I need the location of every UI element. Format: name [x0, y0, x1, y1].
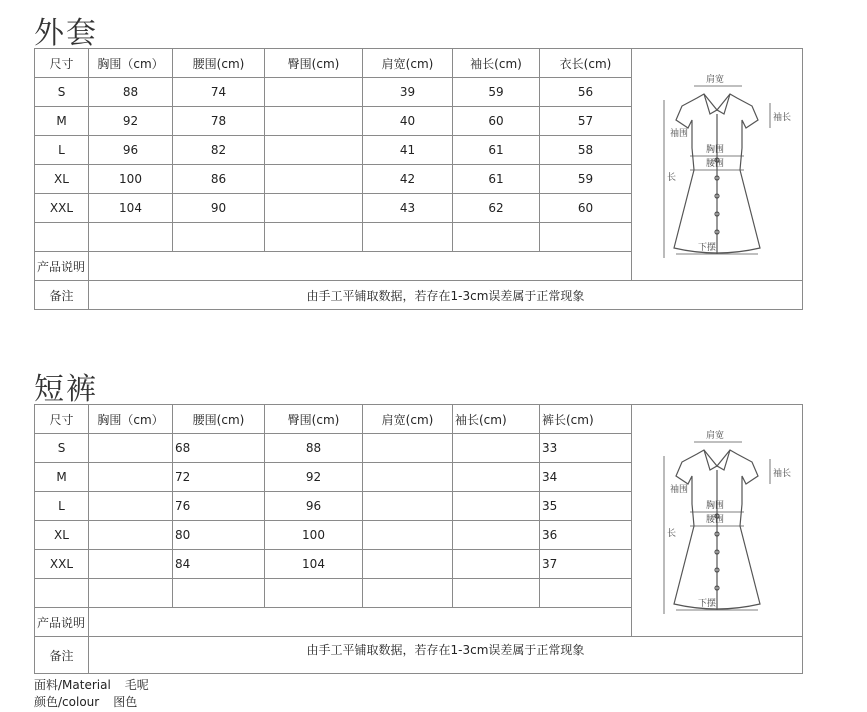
- note-row: [35, 637, 803, 674]
- table-cell: [363, 550, 453, 579]
- table-cell: [89, 223, 173, 252]
- table-cell: S: [35, 434, 89, 463]
- table-cell: [363, 434, 453, 463]
- diagram-label-length: 长: [667, 173, 677, 183]
- diagram-label-chest: 胸围: [706, 145, 725, 155]
- product-description-label: 产品说明: [35, 608, 89, 637]
- table-cell: 42: [363, 165, 453, 194]
- header-cell: 尺寸: [35, 405, 89, 434]
- material-label: 面料/Material: [34, 678, 111, 692]
- header-cell: 肩宽(cm): [363, 405, 453, 434]
- table-cell: 34: [540, 463, 632, 492]
- table-cell: 92: [89, 107, 173, 136]
- table-cell: 104: [265, 550, 363, 579]
- header-cell: 尺寸: [35, 49, 89, 78]
- header-cell: 臀围(cm): [265, 49, 363, 78]
- table-cell: XXL: [35, 194, 89, 223]
- header-cell: 腰围(cm): [173, 49, 265, 78]
- product-description-value: [89, 252, 632, 281]
- table-cell: [265, 223, 363, 252]
- header-cell: 裤长(cm): [540, 405, 632, 434]
- table-cell: [89, 434, 173, 463]
- table-cell: [363, 463, 453, 492]
- table-cell: [173, 223, 265, 252]
- product-description-label: 产品说明: [35, 252, 89, 281]
- header-cell: 袖长(cm): [453, 405, 540, 434]
- note-row: [35, 281, 803, 310]
- table-cell: L: [35, 136, 89, 165]
- table-cell: 86: [173, 165, 265, 194]
- table-cell: 62: [453, 194, 540, 223]
- diagram-label-chest: 胸围: [706, 501, 725, 511]
- table-cell: 100: [89, 165, 173, 194]
- table-cell: [89, 579, 173, 608]
- diagram-label-shoulder: 肩宽: [706, 75, 725, 85]
- table-cell: 68: [173, 434, 265, 463]
- table-cell: 39: [363, 78, 453, 107]
- table-cell: [89, 550, 173, 579]
- note-label: 备注: [35, 281, 89, 310]
- table-cell: 60: [540, 194, 632, 223]
- table-cell: [453, 579, 540, 608]
- table-cell: 59: [453, 78, 540, 107]
- table-cell: 88: [265, 434, 363, 463]
- table-cell: [265, 165, 363, 194]
- table-cell: [540, 579, 632, 608]
- table-cell: 82: [173, 136, 265, 165]
- header-cell: 胸围（cm）: [89, 405, 173, 434]
- table-cell: 58: [540, 136, 632, 165]
- table-cell: [540, 223, 632, 252]
- table-cell: [265, 107, 363, 136]
- table-cell: [363, 223, 453, 252]
- table-cell: [265, 136, 363, 165]
- garment-diagram-cell: [632, 49, 803, 281]
- header-cell: 衣长(cm): [540, 49, 632, 78]
- table-cell: XL: [35, 165, 89, 194]
- table-cell: 96: [89, 136, 173, 165]
- jacket-size-table: [34, 48, 803, 310]
- table-cell: 61: [453, 136, 540, 165]
- header-cell: 臀围(cm): [265, 405, 363, 434]
- table-cell: L: [35, 492, 89, 521]
- table-cell: [173, 579, 265, 608]
- table-cell: [265, 194, 363, 223]
- garment-diagram-cell: [632, 405, 803, 637]
- table-cell: 80: [173, 521, 265, 550]
- note-value: 由手工平铺取数据，若存在1-3cm误差属于正常现象: [89, 637, 803, 674]
- table-cell: [453, 223, 540, 252]
- table-cell: [453, 521, 540, 550]
- table-cell: 33: [540, 434, 632, 463]
- table-cell: [363, 579, 453, 608]
- table-cell: 61: [453, 165, 540, 194]
- table-cell: 78: [173, 107, 265, 136]
- diagram-label-waist: 腰围: [706, 159, 725, 169]
- table-cell: [453, 434, 540, 463]
- header-cell: 袖长(cm): [453, 49, 540, 78]
- diagram-label-cuff: 袖围: [670, 485, 689, 495]
- dress-measurement-diagram: [642, 414, 792, 624]
- diagram-label-shoulder: 肩宽: [706, 431, 725, 441]
- table-cell: 100: [265, 521, 363, 550]
- table-cell: XXL: [35, 550, 89, 579]
- table-cell: [35, 579, 89, 608]
- table-cell: 72: [173, 463, 265, 492]
- colour-line: [34, 693, 137, 710]
- table-cell: 43: [363, 194, 453, 223]
- table-cell: [89, 521, 173, 550]
- colour-label: 颜色/colour: [34, 695, 100, 709]
- header-cell: 腰围(cm): [173, 405, 265, 434]
- table-cell: 84: [173, 550, 265, 579]
- table-cell: 41: [363, 136, 453, 165]
- table-cell: 92: [265, 463, 363, 492]
- shorts-size-table: [34, 404, 803, 674]
- table-cell: [35, 223, 89, 252]
- diagram-label-sleeve: 袖长: [773, 469, 792, 479]
- table-cell: 59: [540, 165, 632, 194]
- diagram-label-sleeve: 袖长: [773, 113, 792, 123]
- table-cell: [89, 492, 173, 521]
- header-cell: 胸围（cm）: [89, 49, 173, 78]
- table-cell: [265, 78, 363, 107]
- table-cell: [363, 492, 453, 521]
- table-cell: 56: [540, 78, 632, 107]
- table-cell: [89, 463, 173, 492]
- shorts-section-title: 短裤: [34, 372, 98, 407]
- note-value: 由手工平铺取数据，若存在1-3cm误差属于正常现象: [89, 281, 803, 310]
- table-cell: S: [35, 78, 89, 107]
- header-cell: 肩宽(cm): [363, 49, 453, 78]
- note-label: 备注: [35, 637, 89, 674]
- table-cell: 40: [363, 107, 453, 136]
- material-value: 毛呢: [124, 678, 149, 692]
- table-cell: 76: [173, 492, 265, 521]
- table-cell: 36: [540, 521, 632, 550]
- table-cell: 35: [540, 492, 632, 521]
- product-description-value: [89, 608, 632, 637]
- diagram-label-cuff: 袖围: [670, 129, 689, 139]
- table-cell: 96: [265, 492, 363, 521]
- table-cell: [363, 521, 453, 550]
- material-line: [34, 676, 149, 693]
- diagram-label-length: 长: [667, 529, 677, 539]
- table-cell: XL: [35, 521, 89, 550]
- table-cell: [453, 550, 540, 579]
- table-cell: 74: [173, 78, 265, 107]
- jacket-section-title: 外套: [34, 16, 98, 51]
- table-cell: 90: [173, 194, 265, 223]
- diagram-label-hem: 下摆: [698, 243, 717, 253]
- table-cell: [453, 492, 540, 521]
- diagram-label-waist: 腰围: [706, 515, 725, 525]
- diagram-label-hem: 下摆: [698, 599, 717, 609]
- dress-measurement-diagram: [642, 58, 792, 268]
- table-cell: [453, 463, 540, 492]
- table-cell: [265, 579, 363, 608]
- table-cell: 57: [540, 107, 632, 136]
- table-cell: 60: [453, 107, 540, 136]
- table-cell: M: [35, 463, 89, 492]
- table-cell: M: [35, 107, 89, 136]
- table-cell: 104: [89, 194, 173, 223]
- table-cell: 37: [540, 550, 632, 579]
- table-header-row: [35, 405, 803, 434]
- table-header-row: [35, 49, 803, 78]
- colour-value: 图色: [113, 695, 138, 709]
- table-cell: 88: [89, 78, 173, 107]
